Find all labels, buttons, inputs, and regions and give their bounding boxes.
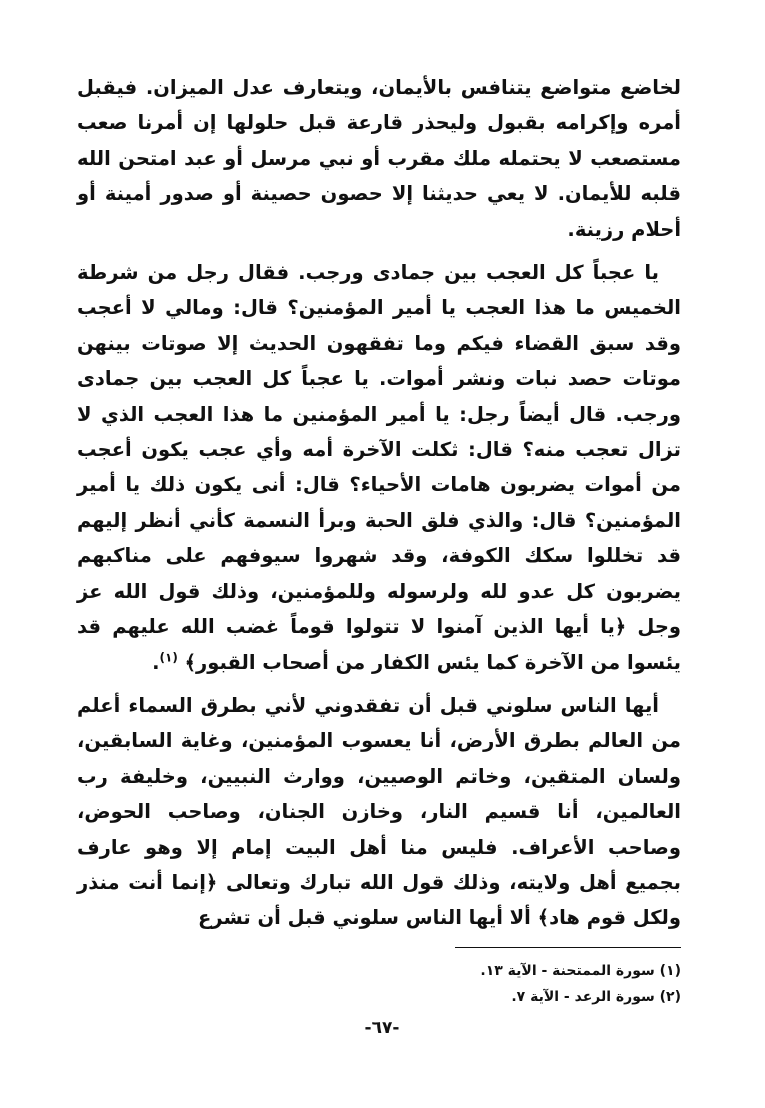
paragraph-2-text: يا عجباً كل العجب بين جمادى ورجب. فقال رجل من شرطة الخميس ما هذا العجب يا أمير المؤمنين؟ قال: ومالي لا أعجب وقد سبق القضاء فيكم وما تفقهون الحديث إلا صوتات بينهن موتات حصد نبات ونشر أموات. يا عجباً كل العجب بين جمادى ورجب. قال أيضاً رجل: يا أمير المؤمنين ما هذا العجب الذي لا تزال تعجب منه؟ قال: ثكلت الآخرة أمه وأي عجب يكون أعجب من أموات يضربون هامات الأحياء؟ قال: أنى يكون ذلك يا أمير المؤمنين؟ قال: والذي فلق الحبة وبرأ النسمة كأني أنظر إليهم قد تخللوا سكك الكوفة، وقد شهروا سيوفهم على مناكبهم يضربون كل عدو لله ولرسوله وللمؤمنين، وذلك قول الله عز وجل ﴿يا أيها الذين آمنوا لا تتولوا قوماً غضب الله عليهم قد يئسوا من الآخرة كما يئس الكفار من أصحاب القبور﴾: [77, 261, 681, 674]
footnote-1: (١) سورة الممتحنة - الآية ١٣.: [480, 963, 681, 979]
paragraph-1: [77, 70, 681, 247]
footnote-marker-1: (١): [159, 650, 178, 664]
paragraph-1-text: لخاضع متواضع يتنافس بالأيمان، ويتعارف عدل الميزان. فيقبل أمره وإكرامه بقبول وليحذر قارعة قبل حلولها إن أمرنا صعب مستصعب لا يحتمله ملك مقرب أو نبي مرسل أو عبد امتحن الله قلبه للأيمان. لا يعي حديثنا إلا حصون حصينة أو صدور أمينة أو أحلام رزينة.: [77, 76, 681, 241]
paragraph-3-text: أيها الناس سلوني قبل أن تفقدوني لأني بطرق السماء أعلم من العالم بطرق الأرض، أنا يعسوب المؤمنين، وغاية السابقين، ولسان المتقين، وخاتم الوصيين، ووارث النبيين، وخليفة رب العالمين، أنا قسيم النار، وخازن الجنان، وصاحب الحوض، وصاحب الأعراف. فليس منا أهل البيت إمام إلا وهو عارف بجميع أهل ولايته، وذلك قول الله تبارك وتعالى ﴿إنما أنت منذر ولكل قوم هاد﴾ ألا أيها الناس سلوني قبل أن تشرع: [77, 693, 681, 930]
paragraph-2: يا عجباً كل العجب بين جمادى ورجب. فقال رجل من شرطة الخميس ما هذا العجب يا أمير المؤمنين؟ قال: ومالي لا أعجب وقد سبق القضاء فيكم وما تفقهون الحديث إلا صوتات بينهن موتات حصد نبات ونشر أموات. يا عجباً كل العجب بين جمادى ورجب. قال أيضاً رجل: يا أمير المؤمنين ما هذا العجب الذي لا تزال تعجب منه؟ قال: ثكلت الآخرة أمه وأي عجب يكون أعجب من أموات يضربون هامات الأحياء؟ قال: أنى يكون ذلك يا أمير المؤمنين؟ قال: والذي فلق الحبة وبرأ النسمة كأني أنظر إليهم قد تخللوا سكك الكوفة، وقد شهروا سيوفهم على مناكبهم يضربون كل عدو لله ولرسوله وللمؤمنين، وذلك قول الله عز وجل ﴿يا أيها الذين آمنوا لا تتولوا قوماً غضب الله عليهم قد يئسوا من الآخرة كما يئس الكفار من أصحاب القبور﴾ $^{(١)}$.: [77, 261, 681, 674]
footnote-divider: [455, 947, 681, 948]
page-number: -٦٧-: [364, 1018, 400, 1038]
paragraph-3: [77, 688, 681, 936]
body-text: [77, 70, 681, 944]
footnotes: [340, 958, 681, 1010]
footnote-2: (٢) سورة الرعد - الآية ٧.: [511, 989, 681, 1005]
